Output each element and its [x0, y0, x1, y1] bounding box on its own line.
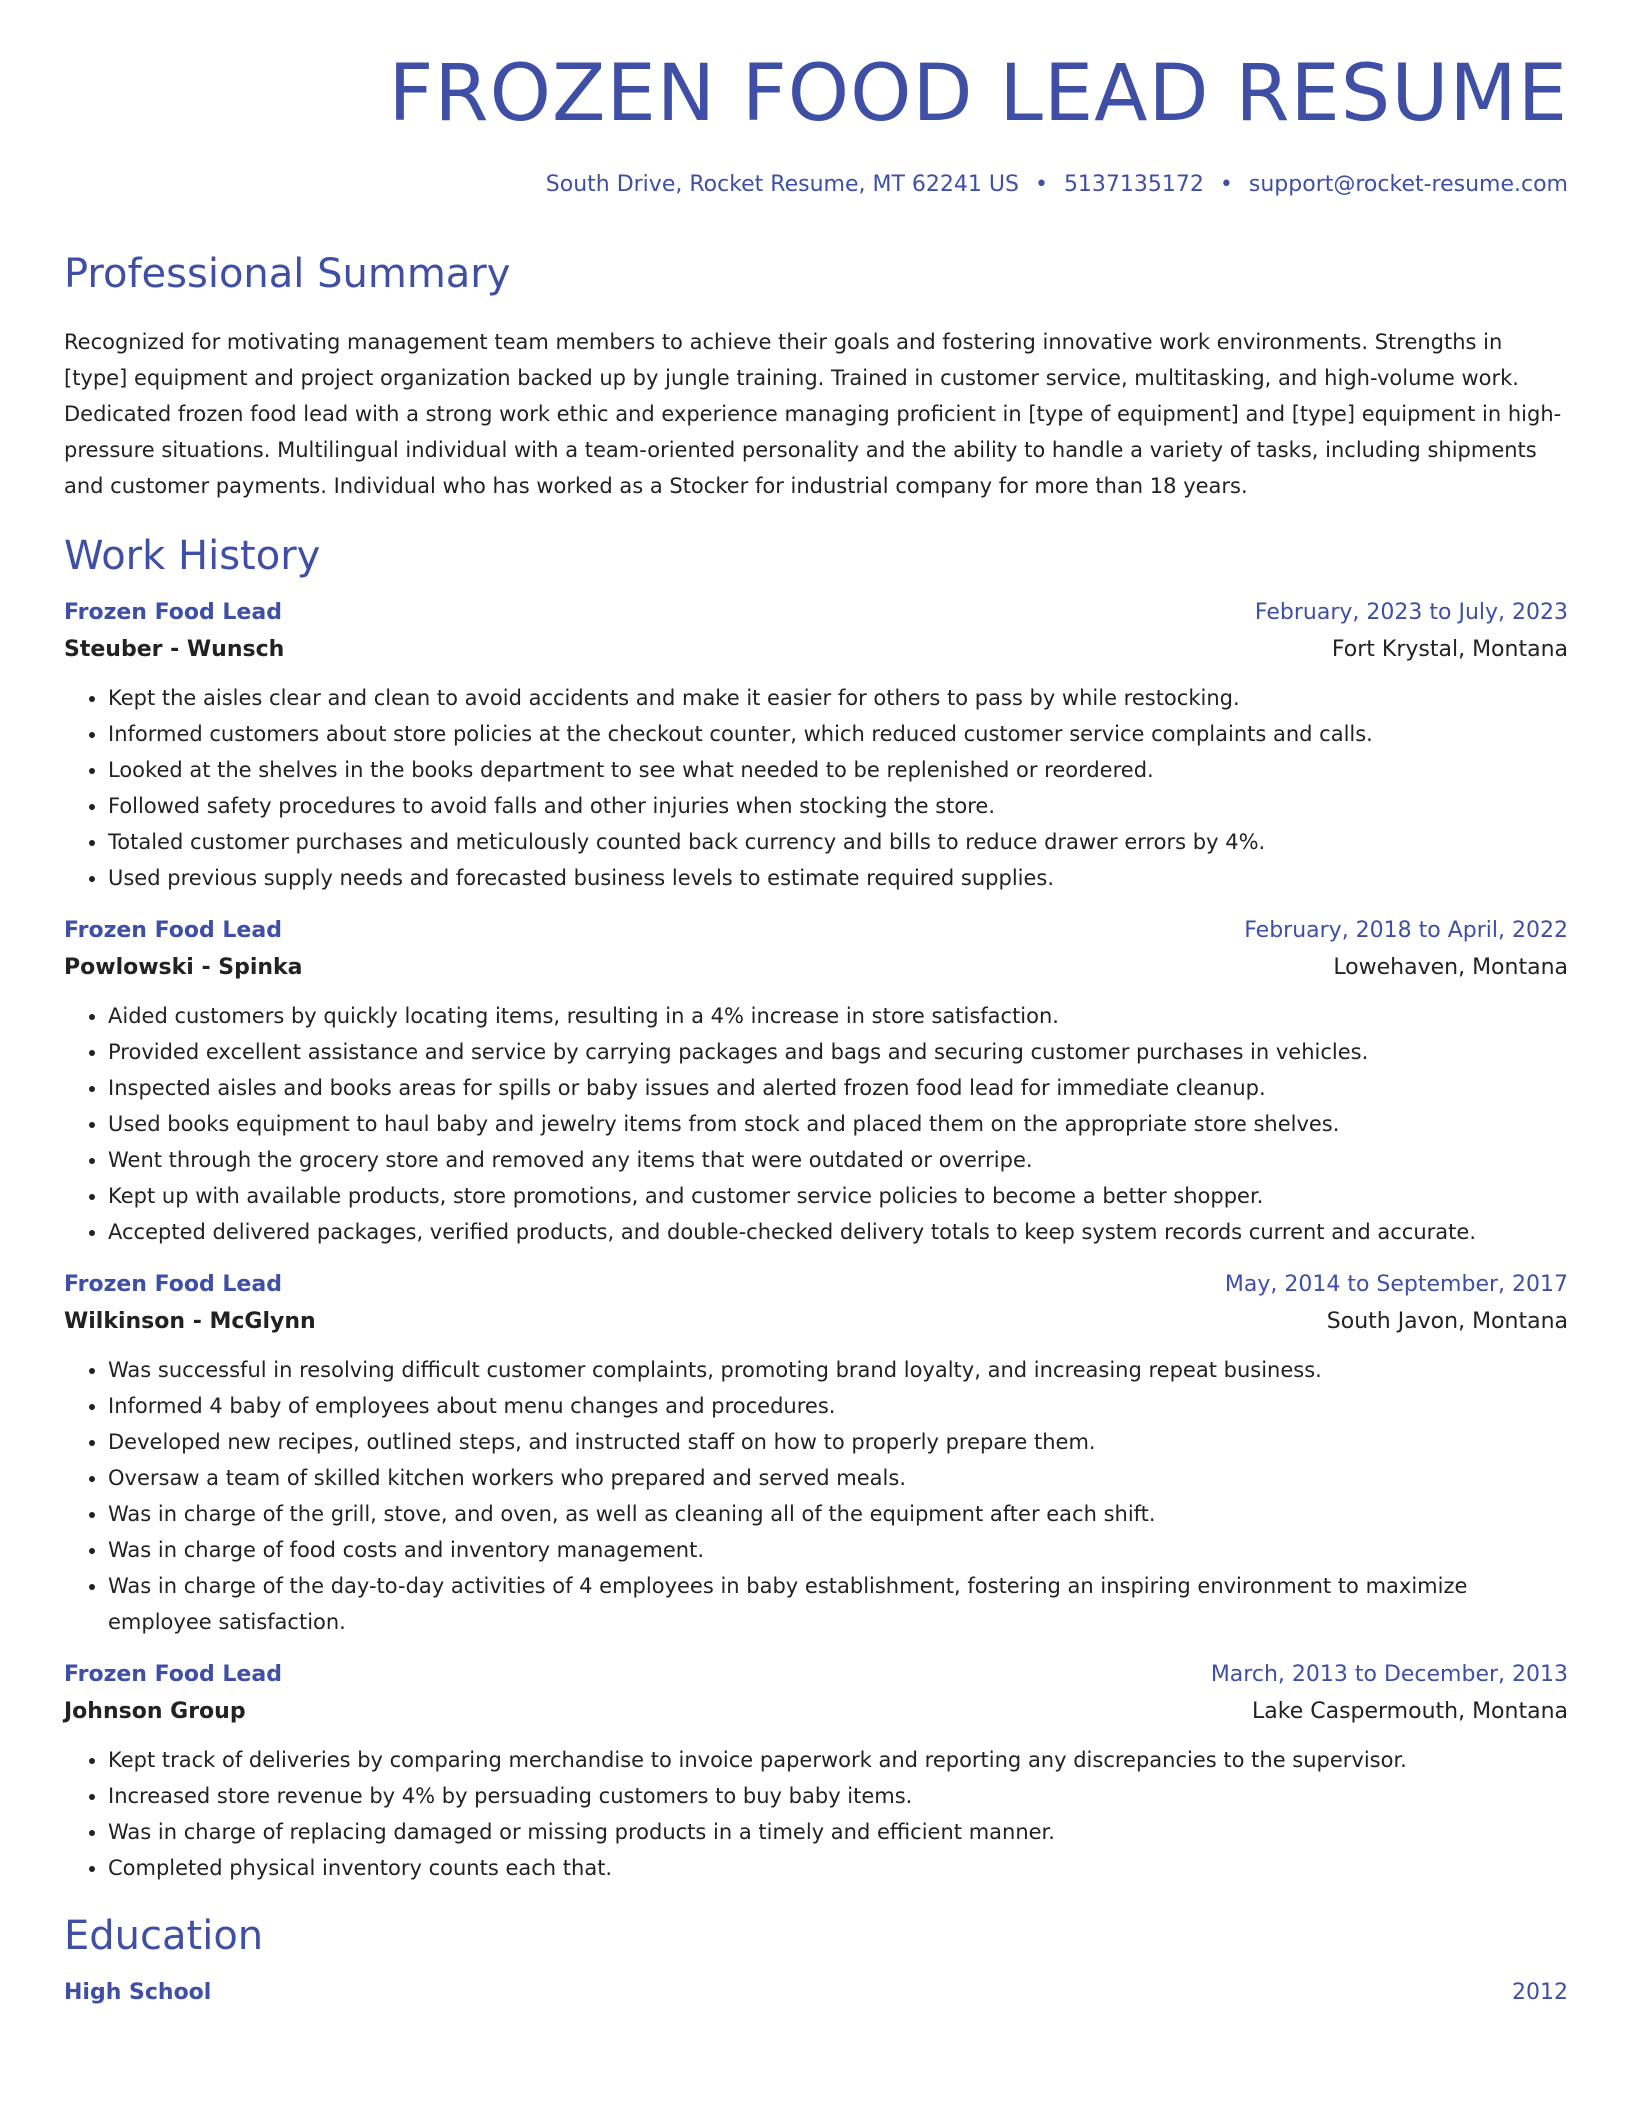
resume-title: FROZEN FOOD LEAD RESUME: [388, 49, 1568, 139]
job-entry: [64, 918, 1568, 1250]
job-company-row: [64, 955, 1568, 980]
job-header-row: [64, 600, 1568, 625]
education-entry: [64, 1980, 1568, 2005]
job-header-row: [64, 918, 1568, 943]
contact-email[interactable]: support@rocket-resume.com: [1248, 171, 1568, 197]
contact-line: [64, 172, 1568, 198]
job-company: Wilkinson - McGlynn: [64, 1309, 316, 1335]
education-date: 2012: [1512, 1980, 1568, 2006]
job-bullet: • Oversaw a team of skilled kitchen workers who prepared and served meals.: [108, 1460, 1568, 1496]
job-dates: May, 2014 to September, 2017: [1224, 1272, 1568, 1298]
job-bullet: • Used books equipment to haul baby and jewelry items from stock and placed them on the appropriate store shelves.: [108, 1106, 1568, 1142]
job-bullet: • Went through the grocery store and removed any items that were outdated or overripe.: [108, 1142, 1568, 1178]
job-bullet: • Kept the aisles clear and clean to avoid accidents and make it easier for others to pass by while restocking.: [108, 680, 1568, 716]
job-title: Frozen Food Lead: [64, 600, 282, 626]
summary-heading: Professional Summary: [64, 251, 511, 298]
job-bullet: • Totaled customer purchases and meticulously counted back currency and bills to reduce drawer errors by 4%.: [108, 824, 1568, 860]
job-bullets: [64, 680, 1568, 896]
job-title: Frozen Food Lead: [64, 918, 282, 944]
job-bullet: • Looked at the shelves in the books department to see what needed to be replenished or reordered.: [108, 752, 1568, 788]
job-dates: February, 2018 to April, 2022: [1244, 918, 1568, 944]
job-bullet: • Kept up with available products, store promotions, and customer service policies to become a better shopper.: [108, 1178, 1568, 1214]
contact-separator: •: [1034, 171, 1048, 197]
education-section: [64, 1912, 1568, 2005]
job-dates: March, 2013 to December, 2013: [1210, 1662, 1568, 1688]
job-entry: [64, 600, 1568, 896]
education-heading: Education: [64, 1913, 264, 1960]
job-location: Fort Krystal, Montana: [1331, 637, 1568, 663]
job-location: Lowehaven, Montana: [1333, 955, 1568, 981]
contact-address: South Drive, Rocket Resume, MT 62241 US: [545, 171, 1019, 197]
job-company: Powlowski - Spinka: [64, 955, 303, 981]
job-title: Frozen Food Lead: [64, 1662, 282, 1688]
education-title: High School: [64, 1980, 212, 2006]
contact-phone: 5137135172: [1063, 171, 1204, 197]
job-bullets: [64, 1352, 1568, 1640]
job-bullet: • Informed customers about store policies at the checkout counter, which reduced customer service complaints and calls.: [108, 716, 1568, 752]
job-bullet: • Developed new recipes, outlined steps, and instructed staff on how to properly prepare them.: [108, 1424, 1568, 1460]
job-location: South Javon, Montana: [1326, 1309, 1568, 1335]
work-history-heading: Work History: [64, 533, 321, 580]
job-bullet: • Was in charge of the day-to-day activities of 4 employees in baby establishment, fostering an inspiring environment to maximize employee satisfaction.: [108, 1568, 1568, 1640]
work-history-section: [64, 532, 1568, 1886]
job-bullet: • Followed safety procedures to avoid falls and other injuries when stocking the store.: [108, 788, 1568, 824]
job-entry: [64, 1272, 1568, 1640]
job-title: Frozen Food Lead: [64, 1272, 282, 1298]
job-bullet: • Inspected aisles and books areas for spills or baby issues and alerted frozen food lead for immediate cleanup.: [108, 1070, 1568, 1106]
job-company: Steuber - Wunsch: [64, 637, 285, 663]
job-header-row: [64, 1272, 1568, 1297]
job-entry: [64, 1662, 1568, 1886]
job-bullet: • Was successful in resolving difficult customer complaints, promoting brand loyalty, and increasing repeat business.: [108, 1352, 1568, 1388]
job-header-row: [64, 1662, 1568, 1687]
job-bullets: [64, 1742, 1568, 1886]
job-company-row: [64, 637, 1568, 662]
summary-section: [64, 250, 1568, 504]
job-bullet: • Increased store revenue by 4% by persuading customers to buy baby items.: [108, 1778, 1568, 1814]
job-company-row: [64, 1699, 1568, 1724]
job-bullet: • Was in charge of food costs and inventory management.: [108, 1532, 1568, 1568]
job-bullet: • Accepted delivered packages, verified products, and double-checked delivery totals to keep system records current and accurate.: [108, 1214, 1568, 1250]
job-bullet: • Completed physical inventory counts each that.: [108, 1850, 1568, 1886]
summary-text: Recognized for motivating management team members to achieve their goals and fostering innovative work environments. Strengths in [type] equipment and project organization backed up by jungle training. Trained in customer service, multitasking, and high-volume work. Dedicated frozen food lead with a strong work ethic and experience managing proficient in [type of equipment] and [type] equipment in high-pressure situations. Multilingual individual with a team-oriented personality and the ability to handle a variety of tasks, including shipments and customer payments. Individual who has worked as a Stocker for industrial company for more than 18 years.: [64, 330, 1562, 499]
job-bullet: • Provided excellent assistance and service by carrying packages and bags and securing customer purchases in vehicles.: [108, 1034, 1568, 1070]
job-bullet: • Kept track of deliveries by comparing merchandise to invoice paperwork and reporting any discrepancies to the supervisor.: [108, 1742, 1568, 1778]
job-bullet: • Used previous supply needs and forecasted business levels to estimate required supplies.: [108, 860, 1568, 896]
contact-separator: •: [1219, 171, 1233, 197]
job-company: Johnson Group: [64, 1699, 246, 1725]
resume-page: [64, 0, 1568, 2005]
job-bullet: • Was in charge of the grill, stove, and oven, as well as cleaning all of the equipment after each shift.: [108, 1496, 1568, 1532]
job-location: Lake Caspermouth, Montana: [1252, 1699, 1568, 1725]
job-bullet: • Was in charge of replacing damaged or missing products in a timely and efficient manner.: [108, 1814, 1568, 1850]
job-company-row: [64, 1309, 1568, 1334]
job-bullet: • Aided customers by quickly locating items, resulting in a 4% increase in store satisfaction.: [108, 998, 1568, 1034]
job-bullet: • Informed 4 baby of employees about menu changes and procedures.: [108, 1388, 1568, 1424]
job-bullets: [64, 998, 1568, 1250]
education-header-row: [64, 1980, 1568, 2005]
job-dates: February, 2023 to July, 2023: [1254, 600, 1568, 626]
